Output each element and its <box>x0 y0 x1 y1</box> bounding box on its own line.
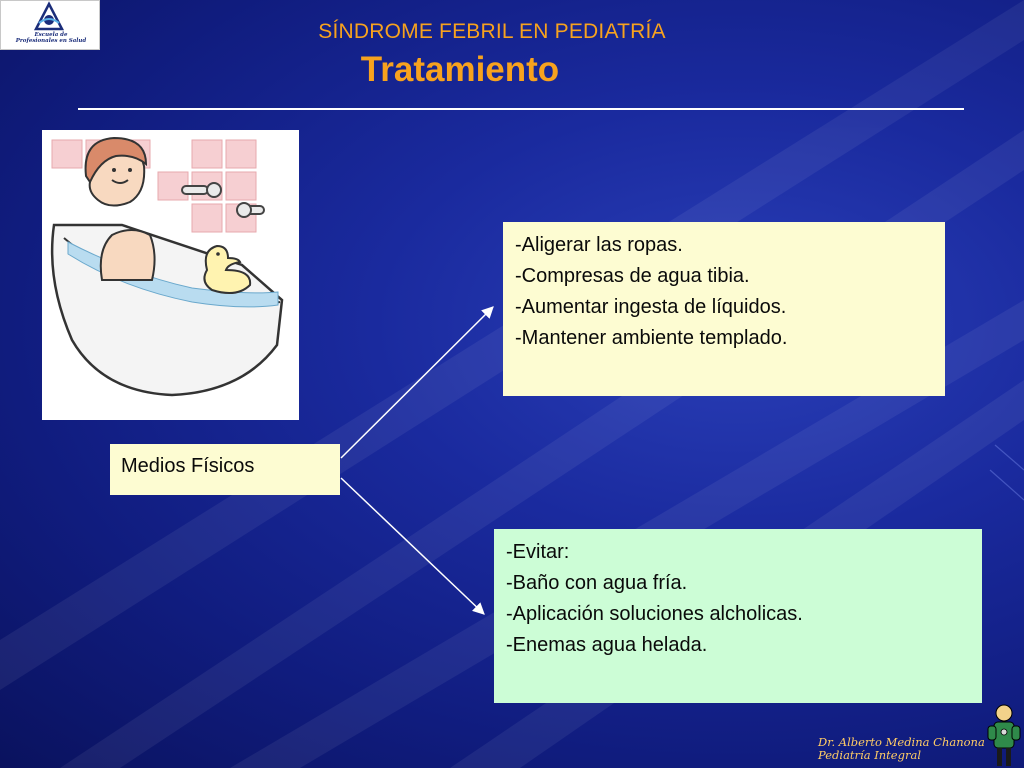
slide-title: Tratamiento <box>360 50 560 89</box>
child-in-bathtub-icon <box>42 130 299 420</box>
author-credit <box>818 736 985 762</box>
arrow-to-recommendations <box>341 307 493 458</box>
header-divider <box>78 108 964 110</box>
bath-illustration <box>42 130 299 420</box>
avoid-box <box>494 529 982 703</box>
arrow-to-avoid-list <box>341 478 484 614</box>
doctor-figure-icon <box>984 702 1024 768</box>
author-name: Dr. Alberto Medina Chanona <box>818 735 985 749</box>
medios-fisicos-label: Medios Físicos <box>121 455 255 477</box>
recommendation-item: -Aligerar las ropas. <box>515 234 683 256</box>
avoid-item: -Enemas agua helada. <box>506 634 708 656</box>
recommendation-item: -Aumentar ingesta de líquidos. <box>515 296 787 318</box>
medios-fisicos-box <box>110 444 340 495</box>
avoid-item: -Baño con agua fría. <box>506 572 688 594</box>
recommendations-box <box>503 222 945 396</box>
avoid-item: -Aplicación soluciones alcholicas. <box>506 603 803 625</box>
logo-text-line2: Profesionales en Salud <box>15 38 87 44</box>
recommendation-item: -Mantener ambiente templado. <box>515 327 788 349</box>
department-name: Pediatría Integral <box>818 748 922 762</box>
slide-subtitle: SÍNDROME FEBRIL EN PEDIATRÍA <box>318 20 666 43</box>
avoid-item: -Evitar: <box>506 541 570 563</box>
recommendation-item: -Compresas de agua tibia. <box>515 265 750 287</box>
logo-text-line1: Escuela de <box>34 32 68 38</box>
